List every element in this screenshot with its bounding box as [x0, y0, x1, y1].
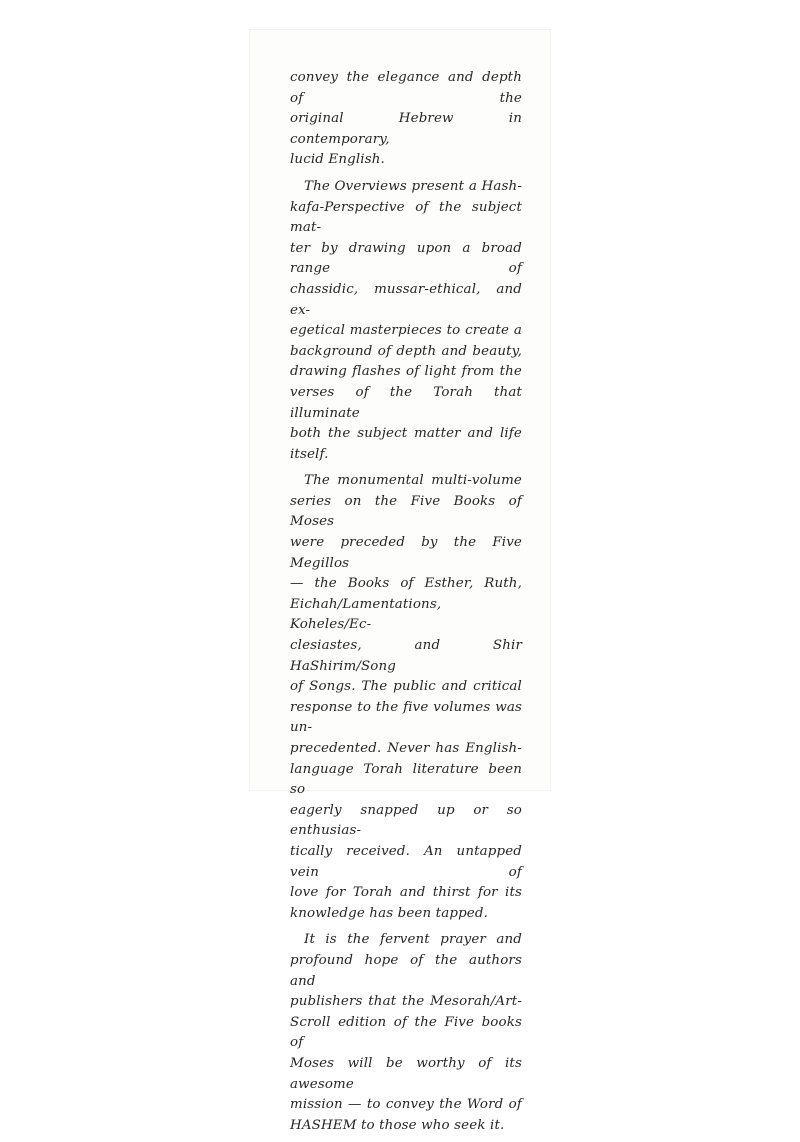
paragraph-3	[290, 471, 522, 924]
text-line: both the subject matter and life itself.	[290, 426, 522, 462]
text-line: verses of the Torah that illuminate	[290, 384, 522, 421]
text-line: background of depth and beauty,	[290, 343, 522, 359]
text-line: publishers that the Mesorah/Art-	[290, 994, 522, 1010]
text-line: of Songs. The public and critical	[290, 679, 522, 695]
text-line: eagerly snapped up or so enthusias-	[290, 802, 522, 839]
text-line: — the Books of Esther, Ruth,	[290, 576, 522, 592]
text-line: It is the fervent prayer and	[304, 932, 522, 948]
text-line: chassidic, mussar-ethical, and ex-	[290, 281, 522, 318]
paragraph-4	[290, 930, 522, 1136]
text-line: mission — to convey the Word of	[290, 1097, 522, 1113]
paragraph-1	[290, 68, 522, 171]
text-line: language Torah literature been so	[290, 761, 522, 798]
text-line: were preceded by the Five Megillos	[290, 535, 522, 571]
text-line: egetical masterpieces to create a	[290, 323, 522, 339]
paragraph-2	[290, 177, 522, 465]
text-line: knowledge has been tapped.	[290, 905, 488, 921]
text-column	[290, 68, 522, 1142]
text-line: lucid English.	[290, 152, 385, 168]
text-line: kafa-Perspective of the subject mat-	[290, 199, 522, 236]
text-line: Moses will be worthy of its awesome	[290, 1055, 522, 1092]
text-line: Scroll edition of the Five books of	[290, 1014, 522, 1051]
text-line: HASHEM to those who seek it.	[290, 1117, 505, 1133]
text-line: Eichah/Lamentations, Koheles/Ec-	[290, 596, 442, 633]
text-line: The Overviews present a Hash-	[304, 178, 522, 194]
text-line: profound hope of the authors and	[290, 952, 522, 989]
text-line: tically received. An untapped vein of	[290, 843, 522, 880]
text-line: The monumental multi-volume	[304, 473, 522, 489]
text-line: clesiastes, and Shir HaShirim/Song	[290, 638, 522, 674]
text-line: original Hebrew in contemporary,	[290, 111, 522, 147]
text-line: drawing flashes of light from the	[290, 364, 522, 380]
text-line: precedented. Never has English-	[290, 741, 522, 756]
text-line: ter by drawing upon a broad range of	[290, 240, 522, 277]
text-line: convey the elegance and depth of the	[290, 70, 522, 106]
text-line: response to the five volumes was un-	[290, 699, 522, 736]
text-line: love for Torah and thirst for its	[290, 885, 522, 901]
text-line: series on the Five Books of Moses	[290, 493, 522, 530]
